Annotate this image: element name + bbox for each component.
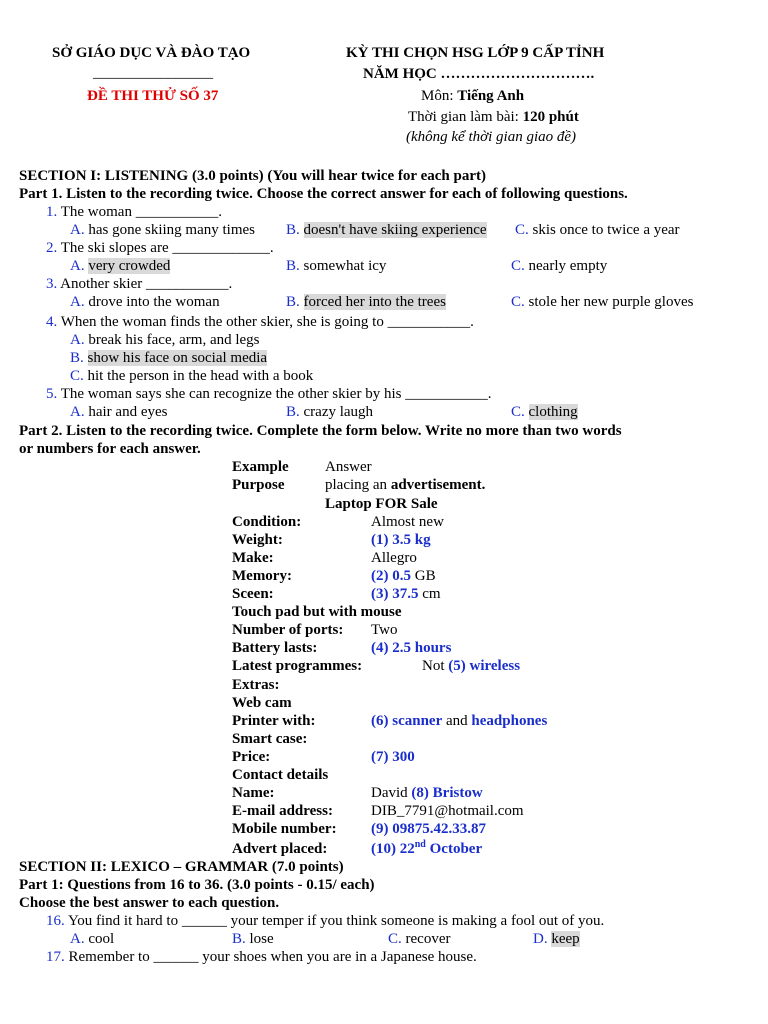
form-memory-label: Memory: <box>232 568 292 584</box>
form-price-answer: (7) 300 <box>371 749 415 765</box>
question-4: 4. When the woman finds the other skier, she is going to ___________. <box>46 314 474 330</box>
form-screen-value: (3) 37.5 cm <box>371 586 441 602</box>
section-2-title: SECTION II: LEXICO – GRAMMAR (7.0 points) <box>19 859 344 875</box>
form-email-value: DIB_7791@hotmail.com <box>371 803 524 819</box>
q16-answer-highlight: keep <box>551 931 580 947</box>
q3-option-c: C. stole her new purple gloves <box>511 294 694 310</box>
form-case-label: Smart case: <box>232 731 308 747</box>
q3-option-a: A. drove into the woman <box>70 294 220 310</box>
department-title: SỞ GIÁO DỤC VÀ ĐÀO TẠO <box>52 45 251 61</box>
form-touchpad: Touch pad but with mouse <box>232 604 402 620</box>
q16-option-d: D. keep <box>533 931 580 947</box>
form-contact-label: Contact details <box>232 767 329 783</box>
form-purpose-label: Purpose <box>232 477 285 493</box>
part-2-title: Part 2. Listen to the recording twice. Complete the form below. Write no more than two words <box>19 423 622 439</box>
subject-label: Môn: <box>421 88 458 104</box>
q3-answer-highlight: forced her into the trees <box>303 294 446 310</box>
time-label: Thời gian làm bài: <box>408 109 523 125</box>
form-name-label: Name: <box>232 785 275 801</box>
form-extras-label: Extras: <box>232 677 280 693</box>
form-memory-value: (2) 0.5 GB <box>371 568 436 584</box>
form-ports-value: Two <box>371 622 398 638</box>
school-year: NĂM HỌC …………………………. <box>363 66 595 82</box>
part-2-title-cont: or numbers for each answer. <box>19 441 201 457</box>
q1-option-a: A. has gone skiing many times <box>70 222 255 238</box>
form-condition-label: Condition: <box>232 514 302 530</box>
exam-title: KỲ THI CHỌN HSG LỚP 9 CẤP TỈNH <box>346 45 605 61</box>
form-heading: Laptop FOR Sale <box>325 496 438 512</box>
form-programmes-value: Not (5) wireless <box>422 658 521 674</box>
form-price-label: Price: <box>232 749 271 765</box>
form-weight-label: Weight: <box>232 532 283 548</box>
form-example-value: Answer <box>325 459 372 475</box>
q16-option-c: C. recover <box>388 931 451 947</box>
exam-code: ĐỀ THI THỬ SỐ 37 <box>87 88 219 104</box>
question-17: 17. Remember to ______ your shoes when you are in a Japanese house. <box>46 949 477 965</box>
q4-option-b: B. show his face on social media <box>70 350 268 366</box>
form-mobile-answer: (9) 09875.42.33.87 <box>371 821 486 837</box>
q5-option-c: C. clothing <box>511 404 578 420</box>
time-value: 120 phút <box>522 109 579 125</box>
form-make-label: Make: <box>232 550 274 566</box>
section-2-instructions: Choose the best answer to each question. <box>19 895 280 911</box>
question-1: 1. The woman ___________. <box>46 204 222 220</box>
form-ports-label: Number of ports: <box>232 622 344 638</box>
form-printer-value: (6) scanner and headphones <box>371 713 548 729</box>
form-screen-label: Sceen: <box>232 586 274 602</box>
section-2-part-1-title: Part 1: Questions from 16 to 36. (3.0 points - 0.15/ each) <box>19 877 375 893</box>
time-line <box>408 108 579 126</box>
q2-option-c: C. nearly empty <box>511 258 608 274</box>
q1-option-b: B. doesn't have skiing experience <box>286 222 487 238</box>
q4-option-a: A. break his face, arm, and legs <box>70 332 260 348</box>
part-1-title: Part 1. Listen to the recording twice. Choose the correct answer for each of following questions. <box>19 186 628 202</box>
subject-line <box>421 87 524 105</box>
q3-option-b: B. forced her into the trees <box>286 294 446 310</box>
question-16: 16. You find it hard to ______ your temper if you think someone is making a fool out of you. <box>46 913 605 929</box>
question-2: 2. The ski slopes are _____________. <box>46 240 274 256</box>
q2-option-b: B. somewhat icy <box>286 258 387 274</box>
q5-option-b: B. crazy laugh <box>286 404 374 420</box>
q16-option-a: A. cool <box>70 931 115 947</box>
form-printer-label: Printer with: <box>232 713 316 729</box>
form-email-label: E-mail address: <box>232 803 333 819</box>
form-programmes-label: Latest programmes: <box>232 658 363 674</box>
form-advert-label: Advert placed: <box>232 841 328 857</box>
form-webcam: Web cam <box>232 695 292 711</box>
q2-option-a: A. very crowded <box>70 258 171 274</box>
subject: Tiếng Anh <box>457 88 525 104</box>
form-weight-answer: (1) 3.5 kg <box>371 532 431 548</box>
form-battery-label: Battery lasts: <box>232 640 318 656</box>
form-mobile-label: Mobile number: <box>232 821 337 837</box>
q1-option-c: C. skis once to twice a year <box>515 222 680 238</box>
time-note: (không kể thời gian giao đề) <box>406 129 577 145</box>
question-5: 5. The woman says she can recognize the other skier by his ___________. <box>46 386 492 402</box>
section-1-title: SECTION I: LISTENING (3.0 points) (You will hear twice for each part) <box>19 168 486 184</box>
q1-answer-highlight: doesn't have skiing experience <box>303 222 487 238</box>
form-purpose-value: placing an advertisement. <box>325 477 486 493</box>
form-advert-answer: (10) 22nd October <box>371 839 483 857</box>
form-condition-value: Almost new <box>371 514 444 530</box>
q4-option-c: C. hit the person in the head with a book <box>70 368 314 384</box>
q2-answer-highlight: very crowded <box>88 258 171 274</box>
form-name-value: David (8) Bristow <box>371 785 483 801</box>
q5-option-a: A. hair and eyes <box>70 404 168 420</box>
q5-answer-highlight: clothing <box>528 404 578 420</box>
q16-option-b: B. lose <box>232 931 274 947</box>
form-battery-answer: (4) 2.5 hours <box>371 640 452 656</box>
question-3: 3. Another skier ___________. <box>46 276 233 292</box>
form-example-label: Example <box>232 459 289 475</box>
header-divider: ________________ <box>93 65 213 81</box>
q4-answer-highlight: show his face on social media <box>87 350 268 366</box>
form-make-value: Allegro <box>371 550 417 566</box>
